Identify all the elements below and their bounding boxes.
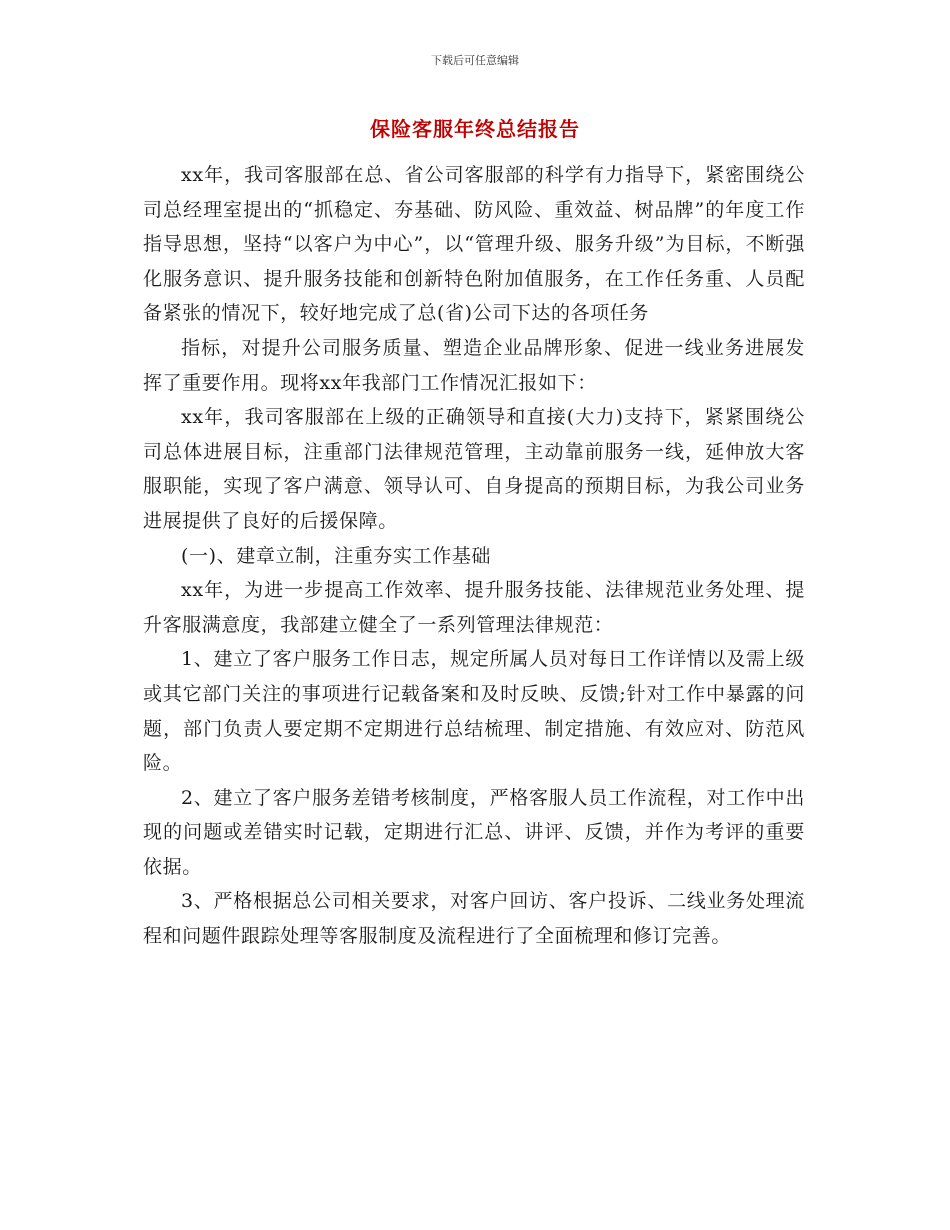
document-title: 保险客服年终总结报告: [370, 117, 580, 141]
header-note: 下载后可任意编辑: [431, 54, 519, 67]
document-body: [143, 158, 805, 954]
paragraph-intro: xx年，我司客服部在总、省公司客服部的科学有力指导下，紧密围绕公司总经理室提出的“抓稳定、夯基础、防风险、重效益、树品牌”的年度工作指导思想，坚持“以客户为中心”，以“管理升级、服务升级”为目标，不断强化服务意识、提升服务技能和创新特色附加值服务，在工作任务重、人员配备紧张的情况下，较好地完成了总(省)公司下达的各项任务: [143, 164, 805, 325]
list-item-3: 3、严格根据总公司相关要求，对客户回访、客户投诉、二线业务处理流程和问题件跟踪处理等客服制度及流程进行了全面梳理和修订完善。: [143, 890, 805, 948]
paragraph-regulations: xx年，为进一步提高工作效率、提升服务技能、法律规范业务处理、提升客服满意度，我部建立健全了一系列管理法律规范：: [143, 579, 805, 636]
paragraph-indicators: 指标，对提升公司服务质量、塑造企业品牌形象、促进一线业务进展发挥了重要作用。现将xx年我部门工作情况汇报如下：: [143, 336, 805, 394]
list-item-1: 1、建立了客户服务工作日志，规定所属人员对每日工作详情以及需上级或其它部门关注的事项进行记载备案和及时反映、反馈;针对工作中暴露的问题，部门负责人要定期不定期进行总结梳理、制定措施、有效应对、防范风险。: [143, 648, 805, 775]
list-item-2: 2、建立了客户服务差错考核制度，严格客服人员工作流程，对工作中出现的问题或差错实时记载，定期进行汇总、讲评、反馈，并作为考评的重要依据。: [143, 786, 805, 878]
paragraph-overview: xx年，我司客服部在上级的正确领导和直接(大力)支持下，紧紧围绕公司总体进展目标，注重部门法律规范管理，主动靠前服务一线，延伸放大客服职能，实现了客户满意、领导认可、自身提高的预期目标，为我公司业务进展提供了良好的后援保障。: [143, 406, 805, 532]
section-heading-1: (一)、建章立制，注重夯实工作基础: [181, 544, 492, 567]
